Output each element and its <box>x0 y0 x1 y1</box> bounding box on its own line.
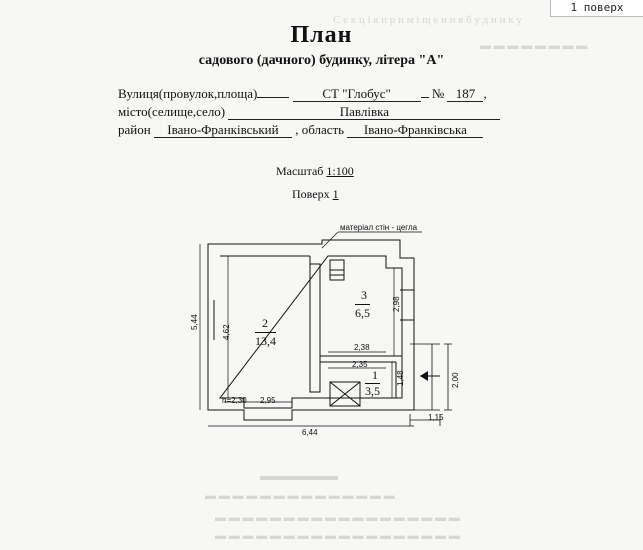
bleed-through-text: ▬▬▬▬▬▬ <box>260 468 338 483</box>
dim-room2-height: 4,62 <box>222 324 231 340</box>
city-value: Павлівка <box>228 105 500 120</box>
floor-label: Поверх <box>292 187 330 201</box>
number-value: 187 <box>447 87 483 102</box>
dim-ceiling-height: h=2,30 <box>222 396 247 405</box>
city-label: місто(селище,село) <box>118 104 226 119</box>
bleed-through-text: ▬ ▬ ▬ ▬ ▬ ▬ ▬ ▬ ▬ ▬ ▬ ▬ ▬ ▬ <box>205 490 395 502</box>
room-2-area: 13,4 <box>255 334 276 348</box>
scale-label: Масштаб <box>276 164 324 178</box>
dim-porch-width: 1,15 <box>428 413 444 422</box>
dim-room1-width: 2,35 <box>352 360 368 369</box>
dim-total-width: 6,44 <box>302 428 318 437</box>
district-label: район <box>118 122 151 137</box>
room-1-area: 3,5 <box>365 384 380 398</box>
dim-room2-inner-width: 2,95 <box>260 396 276 405</box>
room-1-number: 1 <box>372 368 378 382</box>
dim-total-height: 5,44 <box>190 314 199 330</box>
oblast-label: , область <box>295 122 345 137</box>
page-title: План <box>290 22 353 48</box>
dim-room1-height: 1,48 <box>396 370 405 386</box>
room-3-area: 6,5 <box>355 306 370 320</box>
number-label: № <box>431 86 445 101</box>
street-row: Вулиця(провулок,площа) СТ "Глобус" № 187 , <box>118 86 487 101</box>
bleed-through-text: ▬ ▬ ▬ ▬ ▬ ▬ ▬ ▬ ▬ ▬ ▬ ▬ ▬ ▬ ▬ ▬ ▬ ▬ <box>215 530 460 542</box>
dim-porch-depth: 2,00 <box>451 372 460 388</box>
plan-outer-walls <box>208 240 414 420</box>
scale-value: 1:100 <box>326 164 354 178</box>
room-3-number: 3 <box>361 288 367 302</box>
bleed-through-text: С е к ц і я п р и м і щ е н н я б у д и н к у <box>333 14 522 26</box>
floor-value: 1 <box>332 187 339 201</box>
street-label: Вулиця(провулок,площа) <box>118 86 258 101</box>
oblast-value: Івано-Франківська <box>347 123 483 138</box>
bleed-through-text: ▬ ▬ ▬ ▬ ▬ ▬ ▬ ▬ <box>480 40 588 52</box>
dim-room3-width: 2,38 <box>354 343 370 352</box>
page-subtitle: садового (дачного) будинку, літера "А" <box>198 53 445 68</box>
material-note: матеріал стін - цегла <box>340 223 418 232</box>
district-value: Івано-Франківський <box>154 123 292 138</box>
room-2-number: 2 <box>262 316 268 330</box>
entry-arrow-icon <box>420 371 440 381</box>
plan-inner-walls <box>214 256 414 406</box>
page-badge: 1 поверх <box>550 0 643 17</box>
street-value: СТ "Глобус" <box>293 87 421 102</box>
dim-room3-height: 2,98 <box>392 296 401 312</box>
bleed-through-text: ▬ ▬ ▬ ▬ ▬ ▬ ▬ ▬ ▬ ▬ ▬ ▬ ▬ ▬ ▬ ▬ ▬ ▬ <box>215 512 460 524</box>
